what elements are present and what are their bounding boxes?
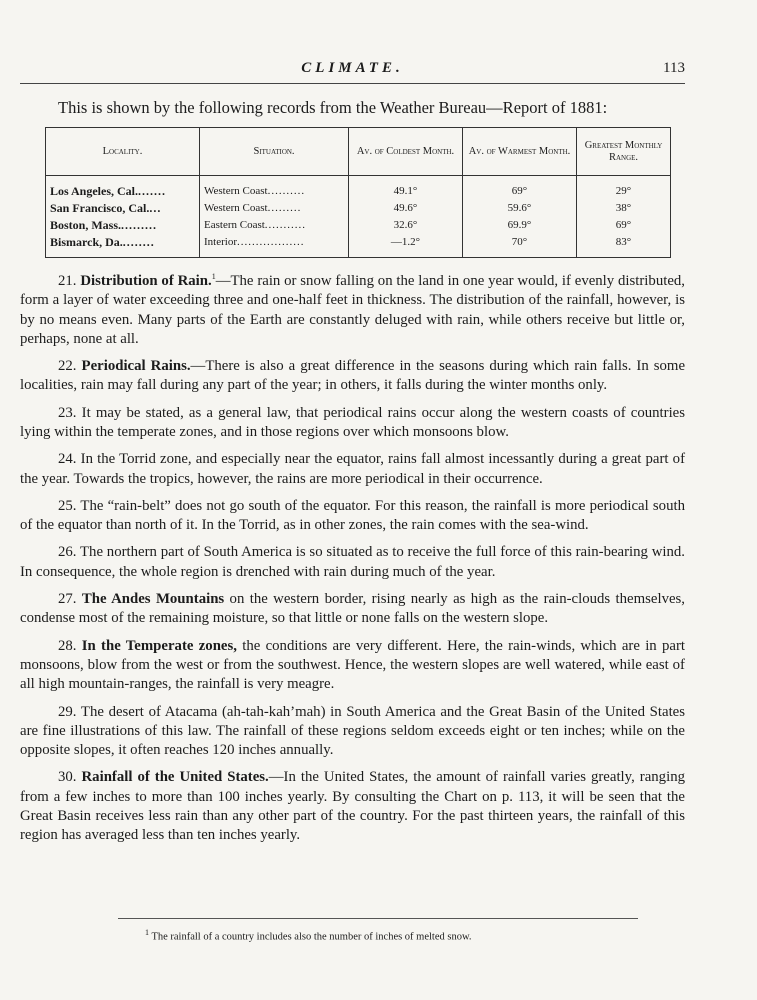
table-row: [46, 234, 671, 258]
paragraph-29: 29. The desert of Atacama (ah-tah-kah’mah) in South America and the Great Basin of the United States are fine illustrations of this law. The rainfall of these regions seldom exceeds eight or ten inches; while on the opposite slopes, it often reaches 120 inches annually.: [20, 703, 685, 759]
running-title: CLIMATE.: [301, 60, 404, 76]
cell-range: 38°: [577, 200, 671, 217]
header-range: Greatest Monthly Range.: [577, 128, 671, 176]
cell-warmest: 69°: [463, 176, 577, 201]
table-header-row: [46, 128, 671, 176]
cell-coldest: —1.2°: [349, 234, 463, 258]
cell-range: 69°: [577, 217, 671, 234]
section-heading: Rainfall of the United States.: [81, 769, 269, 786]
cell-warmest: 70°: [463, 234, 577, 258]
cell-locality: Boston, Mass..........: [46, 217, 200, 234]
intro-sentence: This is shown by the following records from the Weather Bureau—Report of 1881:: [58, 98, 608, 117]
table-row: [46, 200, 671, 217]
cell-warmest: 59.6°: [463, 200, 577, 217]
header-rule: [20, 83, 685, 84]
cell-locality: Bismarck, Da.........: [46, 234, 200, 258]
footnote-rule: [118, 918, 638, 919]
cell-situation: Western Coast.........: [200, 200, 349, 217]
weather-records-table: [45, 127, 671, 258]
cell-range: 83°: [577, 234, 671, 258]
table-row: [46, 217, 671, 234]
cell-coldest: 32.6°: [349, 217, 463, 234]
paragraph-23: 23. It may be stated, as a general law, that periodical rains occur along the western coasts of countries lying within the temperate zones, and in those regions over which monsoons blow.: [20, 404, 686, 440]
section-heading: In the Temperate zones,: [81, 637, 237, 654]
cell-situation: Western Coast..........: [200, 176, 349, 201]
footnote-ref: 1: [211, 272, 216, 281]
section-heading: Periodical Rains.: [81, 358, 191, 375]
cell-situation: Eastern Coast...........: [200, 217, 349, 234]
paragraph-21: 21. Distribution of Rain.$^1$—The rain or snow falling on the land in one year would, if evenly distributed, form a layer of water exceeding three and one-half feet in thickness. The distribution of the rainfall, however, is by no means even. Many parts of the Earth are constantly deluged with rain, while others receive but little or, perhaps, none at all.: [20, 272, 685, 347]
footnote-mark: 1: [145, 928, 149, 937]
cell-range: 29°: [577, 176, 671, 201]
paragraph-26: 26. The northern part of South America is so situated as to receive the full force of this rain-bearing wind. In consequence, the whole region is drenched with rain during much of the year.: [20, 544, 686, 580]
header-situation: Situation.: [200, 128, 349, 176]
table-row: [46, 176, 671, 201]
footnote: $^1$ The rainfall of a country includes also the number of inches of melted snow.: [145, 928, 472, 943]
cell-situation: Interior..................: [200, 234, 349, 258]
paragraph-30: 30. Rainfall of the United States.—In the United States, the amount of rainfall varies greatly, ranging from a few inches to more than 100 inches yearly. By consulting the Chart on p. 113, it will be seen that the Great Basin receives less rain than any other part of the country. For the past thirteen years, the rainfall of this region has averaged less than ten inches yearly.: [20, 769, 685, 844]
paragraph-25: 25. The “rain-belt” does not go south of the equator. For this reason, the rainfall is more periodical south of the equator than north of it. In the Torrid, as in other zones, the rain comes with the sea-wind.: [20, 497, 685, 534]
paragraph-28: 28. In the Temperate zones, the conditions are very different. Here, the rain-winds, which are in part monsoons, blow from the west or from the southwest. Hence, the western slopes are well watered, while east of all high mountain-ranges, the rainfall is very meagre.: [20, 637, 685, 693]
paragraph-27: 27. The Andes Mountains on the western border, rising nearly as high as the rain-clouds themselves, condense most of the remaining moisture, so that little or none falls on the western slope.: [20, 591, 685, 627]
cell-warmest: 69.9°: [463, 217, 577, 234]
cell-locality: Los Angeles, Cal........: [46, 176, 200, 201]
body-text: [20, 267, 685, 854]
cell-coldest: 49.6°: [349, 200, 463, 217]
header-warmest: Av. of Warmest Month.: [463, 128, 577, 176]
header-locality: Locality.: [46, 128, 200, 176]
section-heading: The Andes Mountains: [81, 591, 225, 608]
paragraph-24: 24. In the Torrid zone, and especially near the equator, rains fall almost incessantly during a great part of the year. Towards the tropics, however, the rains are more periodical in their occurrence.: [20, 451, 686, 487]
page-number: 113: [663, 60, 685, 76]
section-heading: Distribution of Rain.: [80, 272, 212, 289]
header-coldest: Av. of Coldest Month.: [349, 128, 463, 176]
paragraph-22: 22. Periodical Rains.—There is also a great difference in the seasons during which rain falls. In some localities, rain may fall during any part of the year; in others, it falls during the winter months only.: [20, 358, 686, 394]
cell-coldest: 49.1°: [349, 176, 463, 201]
cell-locality: San Francisco, Cal....: [46, 200, 200, 217]
